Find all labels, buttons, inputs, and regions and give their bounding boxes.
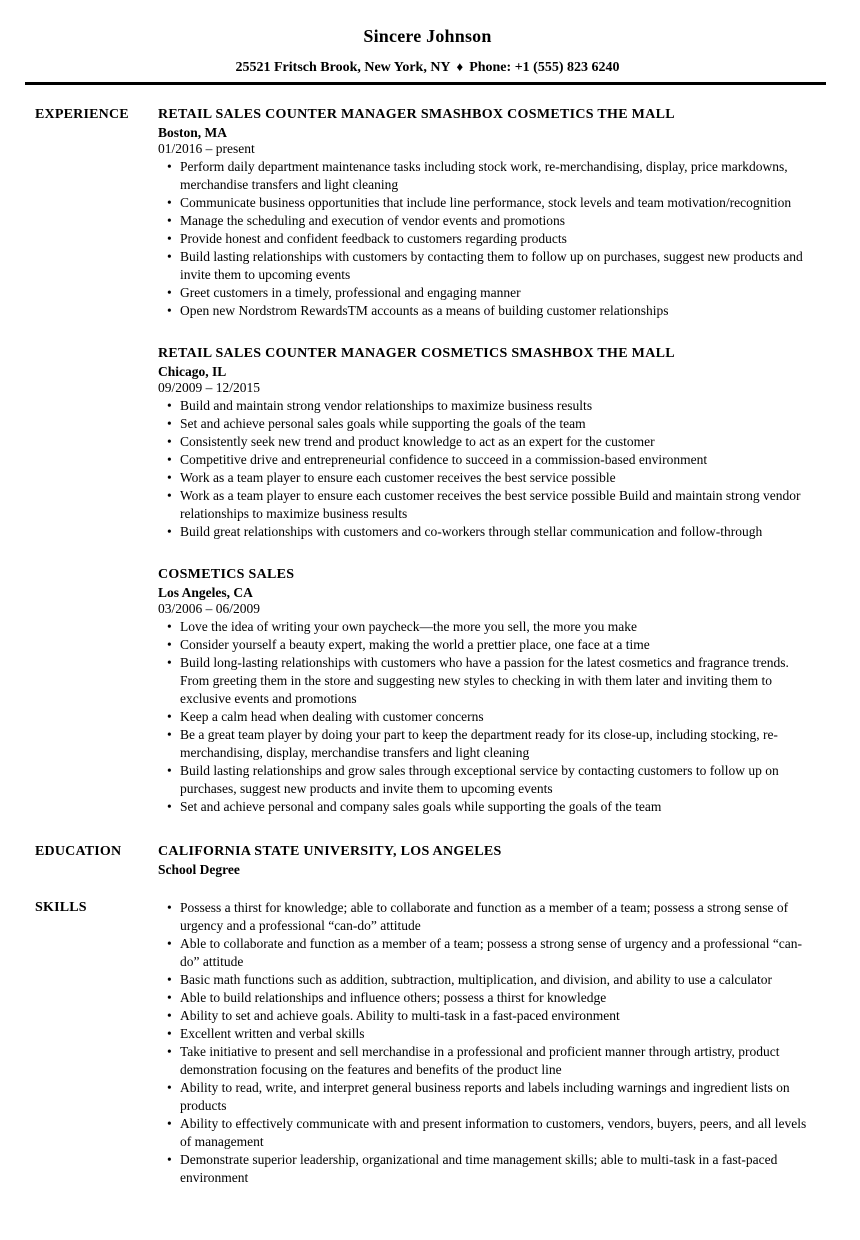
bullet-item: • Build long-lasting relationships with customers who have a passion for the latest cosmetics and fragrance trends. From greeting them in the store and suggesting new styles to checking in with them later and inviting them to exclusive events and promotions bbox=[158, 654, 820, 708]
diamond-separator-icon: ♦ bbox=[456, 59, 464, 74]
job-title: RETAIL SALES COUNTER MANAGER COSMETICS SMASHBOX THE MALL bbox=[158, 346, 675, 361]
job-dates: 01/2016 – present bbox=[158, 141, 255, 156]
job-entry-3 bbox=[158, 565, 820, 816]
bullet-item: • Set and achieve personal and company sales goals while supporting the goals of the team bbox=[158, 798, 820, 816]
bullet-item: • Greet customers in a timely, professional and engaging manner bbox=[158, 284, 820, 302]
experience-section bbox=[35, 105, 820, 816]
bullet-item: • Consider yourself a beauty expert, making the world a prettier place, one face at a time bbox=[158, 636, 820, 654]
education-content bbox=[158, 842, 820, 878]
bullet-item: • Build and maintain strong vendor relationships to maximize business results bbox=[158, 397, 820, 415]
bullet-item: • Work as a team player to ensure each customer receives the best service possible bbox=[158, 469, 820, 487]
bullet-item: • Able to collaborate and function as a member of a team; possess a strong sense of urgency and a professional “can-do” attitude bbox=[158, 935, 820, 971]
header-divider bbox=[25, 82, 826, 85]
contact-line bbox=[35, 59, 820, 76]
skills-section bbox=[35, 898, 820, 1187]
skills-content bbox=[158, 898, 820, 1187]
job-dates: 03/2006 – 06/2009 bbox=[158, 601, 261, 616]
bullet-item: • Excellent written and verbal skills bbox=[158, 1025, 820, 1043]
bullet-item: • Build great relationships with customers and co-workers through stellar communication and follow-through bbox=[158, 523, 820, 541]
phone-text: Phone: +1 (555) 823 6240 bbox=[469, 60, 620, 75]
job-dates: 09/2009 – 12/2015 bbox=[158, 380, 261, 395]
education-section-label: EDUCATION bbox=[35, 844, 122, 859]
experience-content bbox=[158, 105, 820, 816]
skills-bullet-list bbox=[158, 899, 820, 1187]
bullet-item: • Demonstrate superior leadership, organizational and time management skills; able to multi-task in a fast-paced environment bbox=[158, 1151, 820, 1187]
bullet-item: • Communicate business opportunities that include line performance, stock levels and team motivation/recognition bbox=[158, 194, 820, 212]
bullet-item: • Competitive drive and entrepreneurial confidence to succeed in a commission-based environment bbox=[158, 451, 820, 469]
bullet-item: • Able to build relationships and influence others; possess a thirst for knowledge bbox=[158, 989, 820, 1007]
bullet-item: • Possess a thirst for knowledge; able to collaborate and function as a member of a team; possess a strong sense of urgency and a professional “can-do” attitude bbox=[158, 899, 820, 935]
education-section bbox=[35, 842, 820, 878]
experience-section-label: EXPERIENCE bbox=[35, 107, 129, 122]
job-title: RETAIL SALES COUNTER MANAGER SMASHBOX COSMETICS THE MALL bbox=[158, 107, 675, 122]
job-bullet-list bbox=[158, 397, 820, 541]
bullet-item: • Open new Nordstrom RewardsTM accounts as a means of building customer relationships bbox=[158, 302, 820, 320]
bullet-item: • Ability to effectively communicate with and present information to customers, vendors, buyers, peers, and all levels of management bbox=[158, 1115, 820, 1151]
job-location: Chicago, IL bbox=[158, 364, 227, 379]
bullet-item: • Keep a calm head when dealing with customer concerns bbox=[158, 708, 820, 726]
bullet-item: • Ability to read, write, and interpret general business reports and labels including warnings and ingredient lists on products bbox=[158, 1079, 820, 1115]
bullet-item: • Be a great team player by doing your part to keep the department ready for its close-up, including stocking, re-merchandising, display, merchandise transfers and light cleaning bbox=[158, 726, 820, 762]
job-bullet-list bbox=[158, 158, 820, 320]
job-location: Los Angeles, CA bbox=[158, 585, 253, 600]
job-bullet-list bbox=[158, 618, 820, 816]
school-name: CALIFORNIA STATE UNIVERSITY, LOS ANGELES bbox=[158, 844, 502, 859]
bullet-item: • Consistently seek new trend and product knowledge to act as an expert for the customer bbox=[158, 433, 820, 451]
bullet-item: • Love the idea of writing your own paycheck—the more you sell, the more you make bbox=[158, 618, 820, 636]
candidate-name: Sincere Johnson bbox=[363, 26, 492, 46]
job-title: COSMETICS SALES bbox=[158, 567, 295, 582]
bullet-item: • Build lasting relationships with customers by contacting them to follow up on purchases, suggest new products and invite them to upcoming events bbox=[158, 248, 820, 284]
skills-section-label: SKILLS bbox=[35, 900, 87, 915]
resume-header bbox=[35, 26, 820, 85]
job-entry-1 bbox=[158, 105, 820, 320]
bullet-item: • Basic math functions such as addition, subtraction, multiplication, and division, and ability to use a calculator bbox=[158, 971, 820, 989]
bullet-item: • Work as a team player to ensure each customer receives the best service possible Build and maintain strong vendor relationships to maximize business results bbox=[158, 487, 820, 523]
bullet-item: • Take initiative to present and sell merchandise in a professional and proficient manner through artistry, product demonstration focusing on the features and benefits of the product line bbox=[158, 1043, 820, 1079]
job-entry-2 bbox=[158, 344, 820, 541]
bullet-item: • Manage the scheduling and execution of vendor events and promotions bbox=[158, 212, 820, 230]
bullet-item: • Build lasting relationships and grow sales through exceptional service by contacting customers to follow up on purchases, suggest new products and invite them to upcoming events bbox=[158, 762, 820, 798]
address-text: 25521 Fritsch Brook, New York, NY bbox=[235, 60, 451, 75]
bullet-item: • Set and achieve personal sales goals while supporting the goals of the team bbox=[158, 415, 820, 433]
job-location: Boston, MA bbox=[158, 125, 228, 140]
bullet-item: • Ability to set and achieve goals. Ability to multi-task in a fast-paced environment bbox=[158, 1007, 820, 1025]
degree-name: School Degree bbox=[158, 862, 240, 877]
bullet-item: • Perform daily department maintenance tasks including stock work, re-merchandising, display, price markdowns, merchandise transfers and light cleaning bbox=[158, 158, 820, 194]
bullet-item: • Provide honest and confident feedback to customers regarding products bbox=[158, 230, 820, 248]
